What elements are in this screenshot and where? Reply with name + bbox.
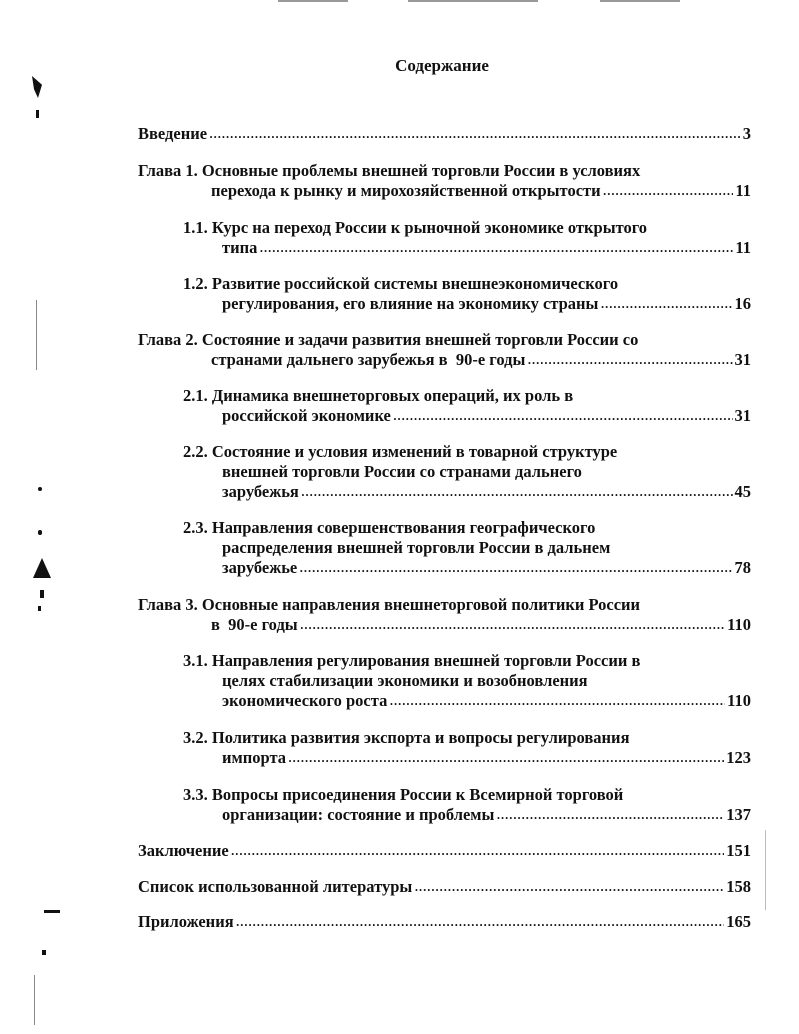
toc-entry-section-2-3-title: 2.3. Направления совершенствования географического bbox=[183, 518, 596, 537]
toc-entry-section-2-1-title: 2.1. Динамика внешнеторговых операций, их роль в bbox=[183, 386, 574, 405]
toc-entry-title: Приложения bbox=[138, 912, 234, 931]
scan-artifact bbox=[36, 300, 37, 370]
toc-entry-section-1-2 bbox=[222, 294, 751, 314]
toc-entry-section-2-2-title-line-2: внешней торговли России со странами дальнего bbox=[222, 462, 582, 481]
toc-entry-title: импорта bbox=[222, 748, 287, 767]
toc-page-number: 137 bbox=[726, 805, 751, 824]
toc-entry-chapter-1-title: Глава 1. Основные проблемы внешней торговли России в условиях bbox=[138, 161, 641, 180]
scan-artifact bbox=[278, 0, 348, 2]
dot-leader bbox=[299, 557, 732, 577]
toc-page-number: 3 bbox=[742, 124, 751, 143]
toc-entry-section-3-1 bbox=[222, 691, 751, 711]
toc-entry-title: организации: состояние и проблемы bbox=[222, 805, 495, 824]
scan-artifact bbox=[408, 0, 538, 2]
scan-artifact bbox=[600, 0, 680, 2]
toc-entry-section-1-1 bbox=[222, 238, 751, 258]
scan-artifact bbox=[34, 975, 35, 1025]
toc-page-number: 110 bbox=[727, 691, 751, 710]
toc-entry-section-3-2 bbox=[222, 748, 751, 768]
dot-leader bbox=[301, 481, 733, 501]
toc-entry-section-2-3 bbox=[222, 558, 751, 578]
dot-leader bbox=[389, 690, 725, 710]
toc-entry-chapter-1 bbox=[211, 181, 751, 201]
dot-leader bbox=[527, 349, 732, 369]
toc-page-number: 11 bbox=[735, 181, 751, 200]
toc-page-number: 78 bbox=[734, 558, 751, 577]
dot-leader bbox=[236, 911, 725, 931]
toc-entry-section-2-3-title-line-2: распределения внешней торговли России в дальнем bbox=[222, 538, 611, 557]
toc-entry-title: российской экономике bbox=[222, 406, 391, 425]
scan-artifact bbox=[33, 558, 51, 578]
toc-entry-section-3-3 bbox=[222, 805, 751, 825]
dot-leader bbox=[414, 876, 724, 896]
toc-entry-title: Список использованной литературы bbox=[138, 877, 413, 896]
scan-artifact bbox=[42, 950, 46, 955]
toc-entry-section-1-1-title: 1.1. Курс на переход России к рыночной экономике открытого bbox=[183, 218, 648, 237]
toc-entry-section-2-2-title: 2.2. Состояние и условия изменений в товарной структуре bbox=[183, 442, 618, 461]
toc-entry-introduction bbox=[138, 124, 751, 144]
dot-leader bbox=[231, 840, 725, 860]
toc-page-number: 11 bbox=[735, 238, 751, 257]
toc-entry-title: в 90-е годы bbox=[211, 615, 298, 634]
toc-entry-section-3-2-title: 3.2. Политика развития экспорта и вопросы регулирования bbox=[183, 728, 630, 747]
scan-artifact bbox=[44, 910, 60, 913]
dot-leader bbox=[300, 614, 725, 634]
toc-entry-title: Заключение bbox=[138, 841, 229, 860]
toc-title: Содержание bbox=[395, 56, 489, 75]
toc-entry-title: странами дальнего зарубежья в 90-е годы bbox=[211, 350, 526, 369]
toc-entry-section-1-2-title: 1.2. Развитие российской системы внешнеэкономического bbox=[183, 274, 619, 293]
dot-leader bbox=[603, 180, 734, 200]
toc-entry-chapter-2 bbox=[211, 350, 751, 370]
toc-entry-title: регулирования, его влияние на экономику страны bbox=[222, 294, 599, 313]
toc-entry-chapter-3 bbox=[211, 615, 751, 635]
toc-entry-title: зарубежье bbox=[222, 558, 298, 577]
toc-entry-appendices bbox=[138, 912, 751, 932]
toc-entry-conclusion bbox=[138, 841, 751, 861]
toc-page-number: 31 bbox=[734, 406, 751, 425]
dot-leader bbox=[393, 405, 733, 425]
toc-entry-section-3-1-title: 3.1. Направления регулирования внешней торговли России в bbox=[183, 651, 641, 670]
scan-artifact bbox=[38, 487, 42, 491]
dot-leader bbox=[288, 747, 724, 767]
toc-page-number: 158 bbox=[726, 877, 751, 896]
toc-page-number: 123 bbox=[726, 748, 751, 767]
dot-leader bbox=[496, 804, 724, 824]
scan-artifact bbox=[32, 76, 42, 98]
toc-entry-references bbox=[138, 877, 751, 897]
toc-entry-title: типа bbox=[222, 238, 258, 257]
toc-entry-title: зарубежья bbox=[222, 482, 299, 501]
toc-entry-section-3-1-title-line-2: целях стабилизации экономики и возобновления bbox=[222, 671, 588, 690]
toc-page-number: 110 bbox=[727, 615, 751, 634]
toc-entry-chapter-3-title: Глава 3. Основные направления внешнеторговой политики России bbox=[138, 595, 641, 614]
toc-entry-chapter-2-title: Глава 2. Состояние и задачи развития внешней торговли России со bbox=[138, 330, 639, 349]
scan-artifact bbox=[38, 606, 41, 611]
scan-artifact bbox=[40, 590, 44, 598]
toc-entry-section-2-2 bbox=[222, 482, 751, 502]
scan-artifact bbox=[36, 110, 39, 118]
dot-leader bbox=[259, 237, 733, 257]
toc-page-number: 151 bbox=[726, 841, 751, 860]
toc-page-number: 165 bbox=[726, 912, 751, 931]
scan-artifact bbox=[38, 530, 42, 535]
dot-leader bbox=[600, 293, 732, 313]
toc-page-number: 16 bbox=[734, 294, 751, 313]
toc-entry-section-2-1 bbox=[222, 406, 751, 426]
toc-page-number: 31 bbox=[734, 350, 751, 369]
toc-entry-title: перехода к рынку и мирохозяйственной открытости bbox=[211, 181, 601, 200]
toc-page-number: 45 bbox=[734, 482, 751, 501]
toc-entry-title: Введение bbox=[138, 124, 208, 143]
toc-entry-section-3-3-title: 3.3. Вопросы присоединения России к Всемирной торговой bbox=[183, 785, 624, 804]
scan-artifact bbox=[765, 830, 766, 910]
dot-leader bbox=[209, 123, 741, 143]
toc-entry-title: экономического роста bbox=[222, 691, 388, 710]
